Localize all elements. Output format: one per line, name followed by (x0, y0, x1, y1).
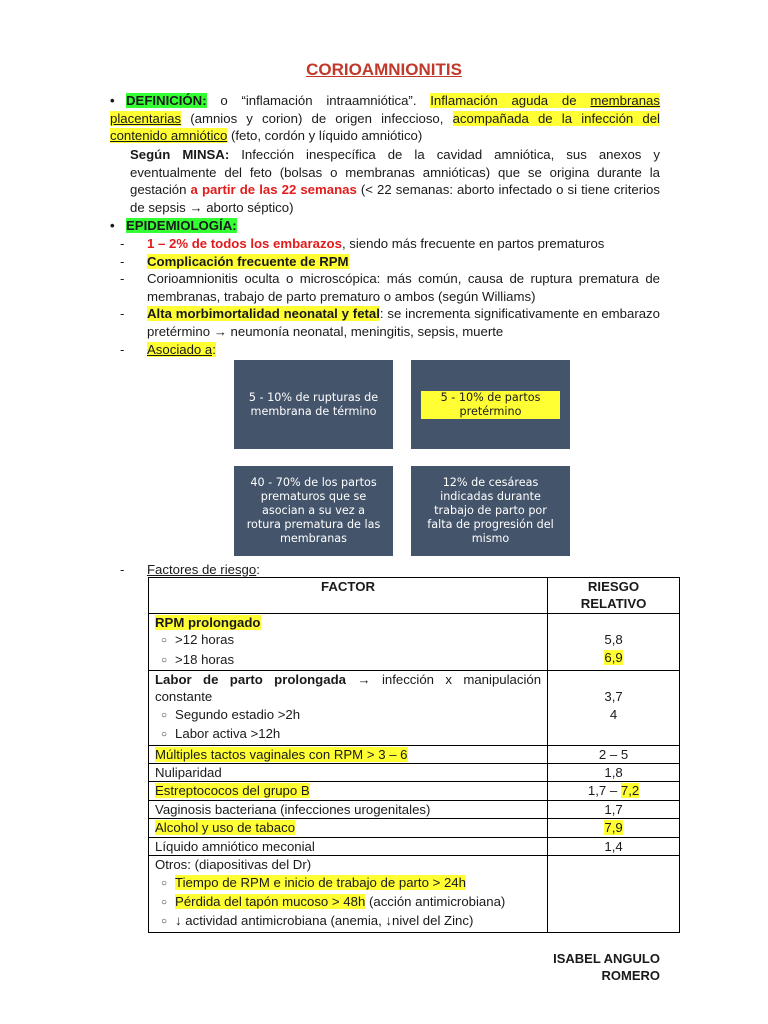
definition-highlight: Inflamación aguda de (430, 93, 591, 108)
labor-text: → infección x manipulación constante (155, 672, 542, 705)
otros-sub (155, 893, 541, 912)
table-row (149, 764, 680, 782)
bullet-icon: • (110, 218, 115, 233)
minsa-label: Según MINSA: (130, 147, 230, 162)
otros-title: Otros: (diapositivas del Dr) (155, 857, 312, 873)
risk-value: 1,7 (548, 800, 680, 818)
table-header-risk: RIESGO RELATIVO (548, 578, 680, 614)
table-row (149, 745, 680, 763)
list-item (118, 341, 660, 359)
risk-value-highlight: 6,9 (604, 649, 623, 665)
definition-highlight-underlined: membranas placentarias (110, 93, 660, 126)
list-item (118, 270, 660, 305)
epi-red-text: 1 – 2% de todos los embarazos (147, 236, 342, 251)
table-header-row (149, 578, 680, 614)
epi-text: : se incrementa significativamente en embarazo pretérmino → neumonía neonatal, meningitis, sepsis, muerte (147, 306, 660, 339)
epi-text: , siendo más frecuente en partos prematuros (341, 236, 605, 251)
table-row (149, 856, 680, 933)
risk-value: 3,7 (604, 689, 623, 705)
labor-title: Labor de parto prolongada (155, 672, 346, 688)
bullet-icon: • (110, 93, 115, 108)
definition-text: (amnios y corion) de origen infeccioso, (181, 110, 453, 126)
otros-sub (155, 874, 541, 893)
table-row (149, 613, 680, 670)
table-cell (149, 782, 548, 800)
risk-factors-heading (118, 561, 668, 579)
rpm-title: RPM prolongado (155, 614, 261, 630)
stat-box (411, 360, 570, 449)
epi-colon: : (212, 341, 216, 357)
risk-value: 5,8 (604, 632, 623, 648)
stat-box (234, 466, 393, 556)
stat-box-text-highlight: 5 - 10% de partos pretérmino (421, 391, 560, 419)
risk-value: 4 (609, 706, 618, 722)
list-item (118, 305, 660, 340)
otros-highlight: Pérdida del tapón mucoso > 48h (175, 893, 366, 909)
risk-factors-label: Factores de riesgo (147, 562, 257, 577)
risk-value-highlight: 7,9 (604, 820, 623, 836)
table-cell (548, 819, 680, 837)
table-cell (548, 671, 680, 746)
definition-text: (feto, cordón y líquido amniótico) (227, 128, 423, 144)
epidemiology-label: EPIDEMIOLOGÍA: (126, 218, 237, 233)
stat-box-text: 5 - 10% de rupturas de membrana de término (248, 390, 379, 418)
epi-highlight: Asociado a (147, 341, 213, 357)
epi-highlight: Complicación frecuente de RPM (147, 253, 349, 269)
epi-highlight: Alta morbimortalidad neonatal y fetal (147, 306, 380, 322)
epidemiology-list (118, 235, 660, 358)
risk-value: 2 – 5 (548, 745, 680, 763)
labor-sub: ○ Segundo estadio >2h (155, 706, 541, 725)
rpm-sub: ○ >12 horas (155, 631, 541, 650)
factor-text: Vaginosis bacteriana (infecciones urogenitales) (149, 800, 548, 818)
stat-box-text: 40 - 70% de los partos prematuros que se asocian a su vez a rotura prematura de las membranas (246, 476, 381, 545)
author-line: ISABEL ANGULO (553, 951, 660, 966)
labor-sub: ○ Labor activa >12h (155, 725, 541, 744)
table-cell (149, 856, 548, 933)
table-cell (149, 819, 548, 837)
dash: - (120, 562, 125, 577)
risk-factors-colon: : (256, 562, 260, 577)
risk-factors-table (148, 577, 680, 933)
factor-highlight: Múltiples tactos vaginales con RPM > 3 – 6 (155, 746, 408, 762)
otros-highlight: Tiempo de RPM e inicio de trabajo de parto > 24h (175, 874, 466, 890)
minsa-paragraph (130, 146, 660, 216)
table-header-factor: FACTOR (149, 578, 548, 614)
rpm-sub: ○ >18 horas (155, 651, 541, 670)
table-cell (548, 613, 680, 670)
otros-text: (acción antimicrobiana) (365, 893, 506, 909)
author-line: ROMERO (601, 968, 660, 983)
risk-value: 1,7 – (587, 783, 621, 799)
risk-value: 1,4 (548, 837, 680, 855)
table-cell (149, 745, 548, 763)
table-row (149, 800, 680, 818)
definition-text: o “inflamación intraamniótica”. (206, 93, 431, 108)
author-signature (540, 950, 660, 984)
minsa-text: Infección inespecífica de la cavidad amniótica, sus anexos y eventualmente del feto (bolsas o membranas amnióticas) que se origina durante la gestación (130, 147, 660, 198)
minsa-text-end: (< 22 semanas: aborto infectado o si tiene criterios de sepsis → aborto séptico) (130, 182, 660, 215)
epidemiology-heading (110, 217, 660, 235)
table-row (149, 819, 680, 837)
page-title: CORIOAMNIONITIS (306, 60, 462, 79)
table-cell (548, 856, 680, 933)
stat-box (234, 360, 393, 449)
list-item (118, 253, 660, 271)
otros-sub: ○ ↓ actividad antimicrobiana (anemia, ↓nivel del Zinc) (155, 912, 541, 931)
definition-label: DEFINICIÓN: (126, 93, 207, 108)
definition-highlight: acompañada de la infección del (452, 110, 660, 126)
table-cell (149, 613, 548, 670)
minsa-red-text: a partir de las 22 semanas (190, 182, 357, 198)
table-row (149, 837, 680, 855)
factor-highlight: Estreptococos del grupo B (155, 783, 310, 799)
risk-value-highlight: 7,2 (620, 783, 640, 799)
risk-value: 1,8 (548, 764, 680, 782)
table-cell (548, 782, 680, 800)
definition-paragraph (110, 92, 660, 145)
table-row (149, 782, 680, 800)
factor-highlight: Alcohol y uso de tabaco (155, 820, 296, 836)
definition-highlight-underlined: contenido amniótico (110, 128, 228, 144)
factor-text: Nuliparidad (149, 764, 548, 782)
stat-box-text: 12% de cesáreas indicadas durante trabajo de parto por falta de progresión del mismo (427, 476, 554, 545)
table-cell (149, 671, 548, 746)
stat-box (411, 466, 570, 556)
list-item (118, 235, 660, 253)
factor-text: Líquido amniótico meconial (149, 837, 548, 855)
table-row (149, 671, 680, 746)
epi-text: Corioamnionitis oculta o microscópica: más común, causa de ruptura prematura de membranas, trabajo de parto prematuro o ambos (según Williams) (147, 271, 660, 304)
